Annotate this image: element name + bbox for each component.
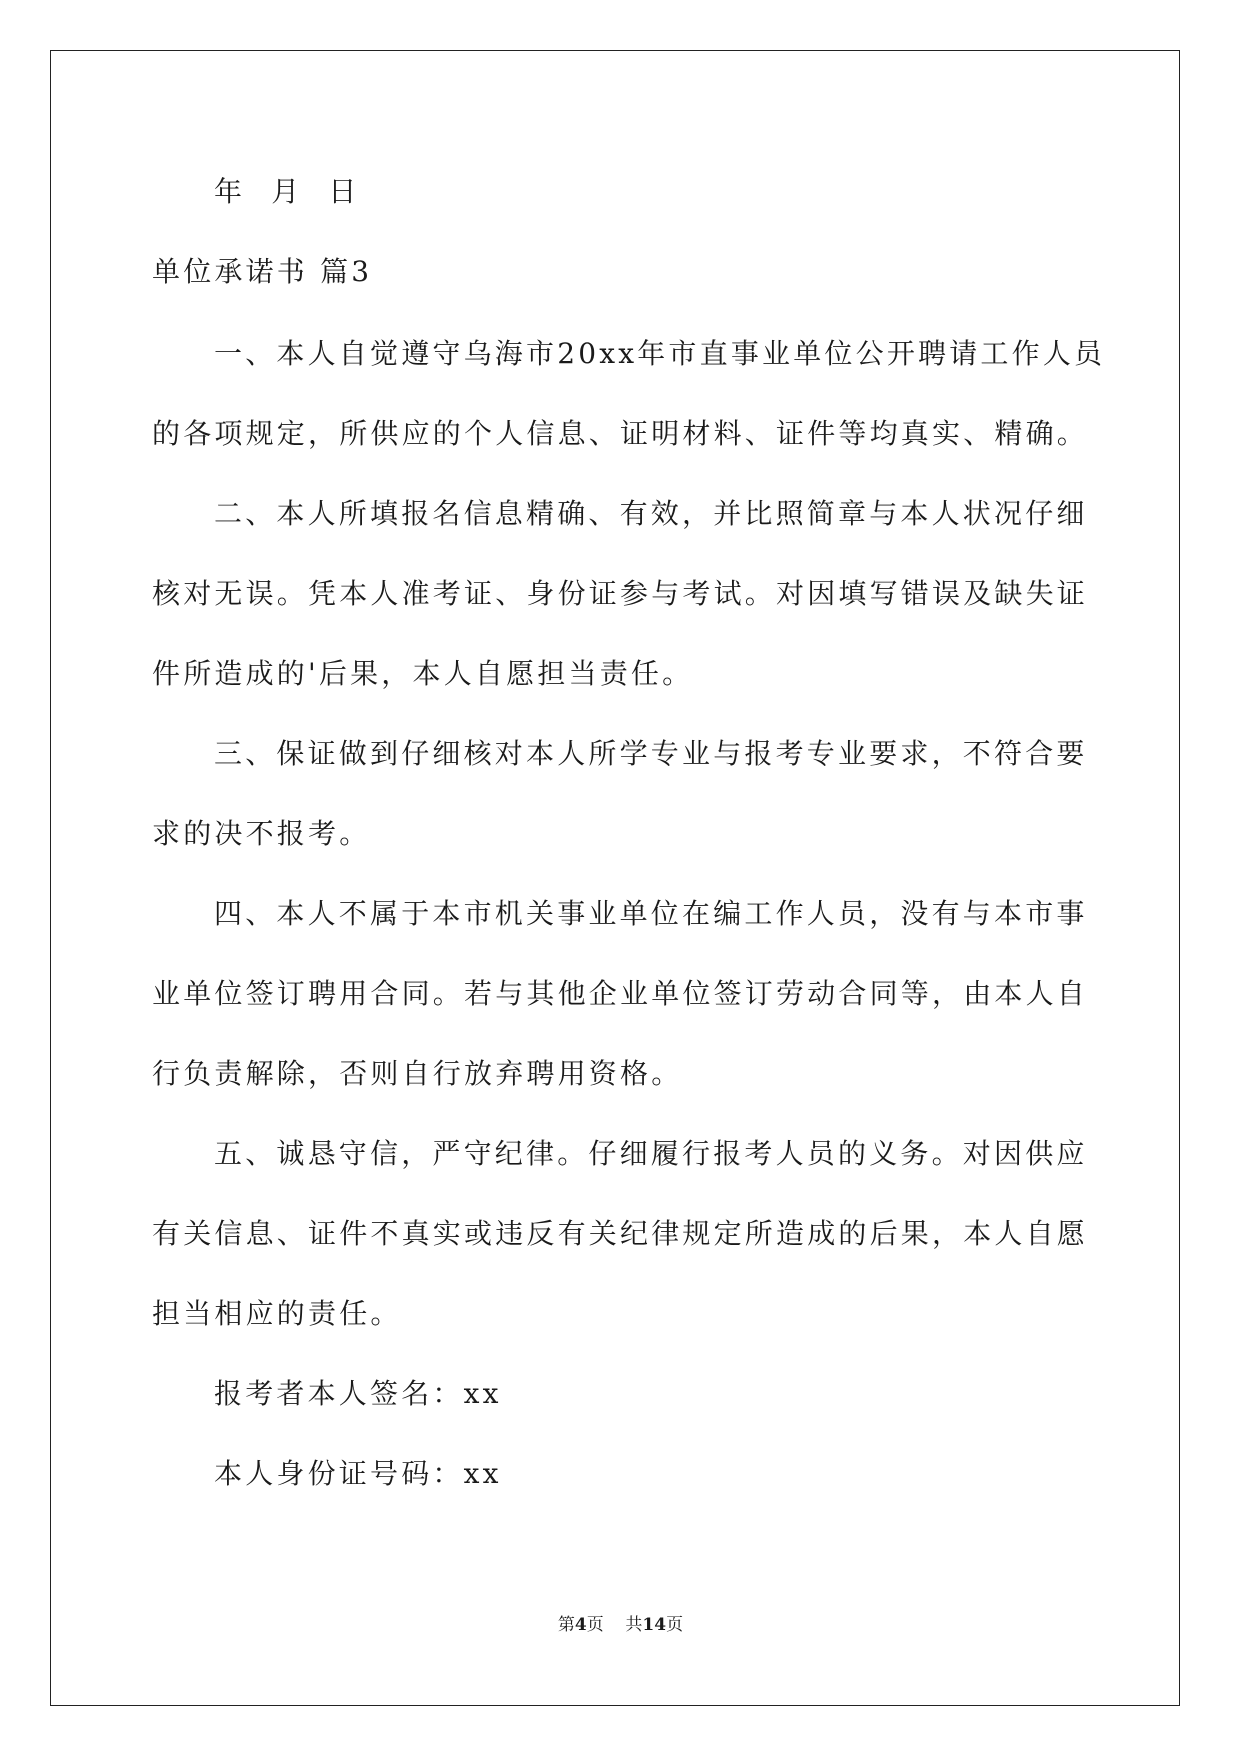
signature-line: 报考者本人签名：xx bbox=[214, 1377, 502, 1410]
date-day: 日 bbox=[328, 175, 360, 208]
date-year: 年 bbox=[214, 175, 246, 208]
paragraph-line: 担当相应的责任。 bbox=[152, 1297, 402, 1330]
paragraph-line: 五、诚恳守信，严守纪律。仔细履行报考人员的义务。对因供应 bbox=[214, 1137, 1088, 1170]
paragraph-line: 求的决不报考。 bbox=[152, 817, 371, 850]
footer-page-number: 4 bbox=[574, 1615, 587, 1635]
paragraph-line: 行负责解除，否则自行放弃聘用资格。 bbox=[152, 1057, 683, 1090]
paragraph-line: 业单位签订聘用合同。若与其他企业单位签订劳动合同等，由本人自 bbox=[152, 977, 1089, 1010]
paragraph-line: 有关信息、证件不真实或违反有关纪律规定所造成的后果，本人自愿 bbox=[152, 1217, 1089, 1250]
id-number-line: 本人身份证号码：xx bbox=[214, 1457, 502, 1490]
footer-total-pages: 14 bbox=[642, 1615, 667, 1635]
footer-prefix: 第 bbox=[557, 1615, 575, 1635]
page-footer bbox=[0, 1613, 1241, 1637]
footer-total-suffix: 页 bbox=[666, 1615, 684, 1635]
paragraph-line: 二、本人所填报名信息精确、有效，并比照简章与本人状况仔细 bbox=[214, 497, 1088, 530]
paragraph-line: 三、保证做到仔细核对本人所学专业与报考专业要求，不符合要 bbox=[214, 737, 1088, 770]
paragraph-line: 的各项规定，所供应的个人信息、证明材料、证件等均真实、精确。 bbox=[152, 417, 1089, 450]
paragraph-line: 核对无误。凭本人准考证、身份证参与考试。对因填写错误及缺失证 bbox=[152, 577, 1089, 610]
footer-total-prefix: 共 bbox=[625, 1615, 643, 1635]
footer-page-suffix: 页 bbox=[586, 1615, 604, 1635]
section-heading: 单位承诺书 篇3 bbox=[152, 255, 373, 288]
date-line bbox=[214, 172, 386, 212]
paragraph-line: 一、本人自觉遵守乌海市20xx年市直事业单位公开聘请工作人员 bbox=[214, 337, 1106, 370]
date-month: 月 bbox=[271, 175, 303, 208]
paragraph-line: 四、本人不属于本市机关事业单位在编工作人员，没有与本市事 bbox=[214, 897, 1088, 930]
paragraph-line: 件所造成的'后果，本人自愿担当责任。 bbox=[152, 657, 694, 690]
